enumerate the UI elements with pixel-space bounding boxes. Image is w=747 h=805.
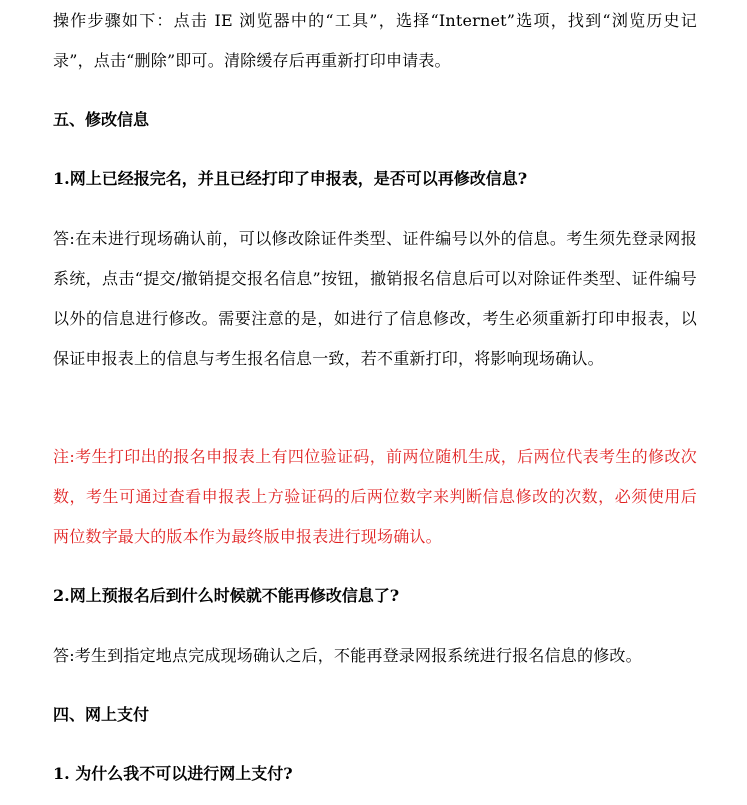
section-five-heading: 五、修改信息	[53, 110, 150, 129]
answer-2-paragraph: 答:考生到指定地点完成现场确认之后，不能再登录网报系统进行报名信息的修改。	[53, 646, 642, 665]
question-3-heading: 1. 为什么我不可以进行网上支付?	[53, 764, 293, 783]
section-four-heading: 四、网上支付	[53, 705, 150, 724]
note-paragraph: 注:考生打印出的报名申报表上有四位验证码，前两位随机生成，后两位代表考生的修改次数，考生可通过查看申报表上方验证码的后两位数字来判断信息修改的次数，必须使用后两位数字最大的版本作为最终版申报表进行现场确认。	[53, 447, 697, 546]
question-2-heading: 2.网上预报名后到什么时候就不能再修改信息了?	[53, 586, 400, 605]
question-1-heading: 1.网上已经报完名，并且已经打印了申报表，是否可以再修改信息?	[53, 169, 528, 188]
operation-steps-paragraph: 操作步骤如下：点击 IE 浏览器中的“工具”，选择“Internet”选项，找到“浏览历史记录”，点击“删除”即可。清除缓存后再重新打印申请表。	[53, 11, 697, 70]
answer-1-paragraph: 答:在未进行现场确认前，可以修改除证件类型、证件编号以外的信息。考生须先登录网报系统，点击“提交/撤销提交报名信息”按钮，撤销报名信息后可以对除证件类型、证件编号以外的信息进行修改。需要注意的是，如进行了信息修改，考生必须重新打印申报表，以保证申报表上的信息与考生报名信息一致，若不重新打印，将影响现场确认。	[53, 229, 697, 368]
